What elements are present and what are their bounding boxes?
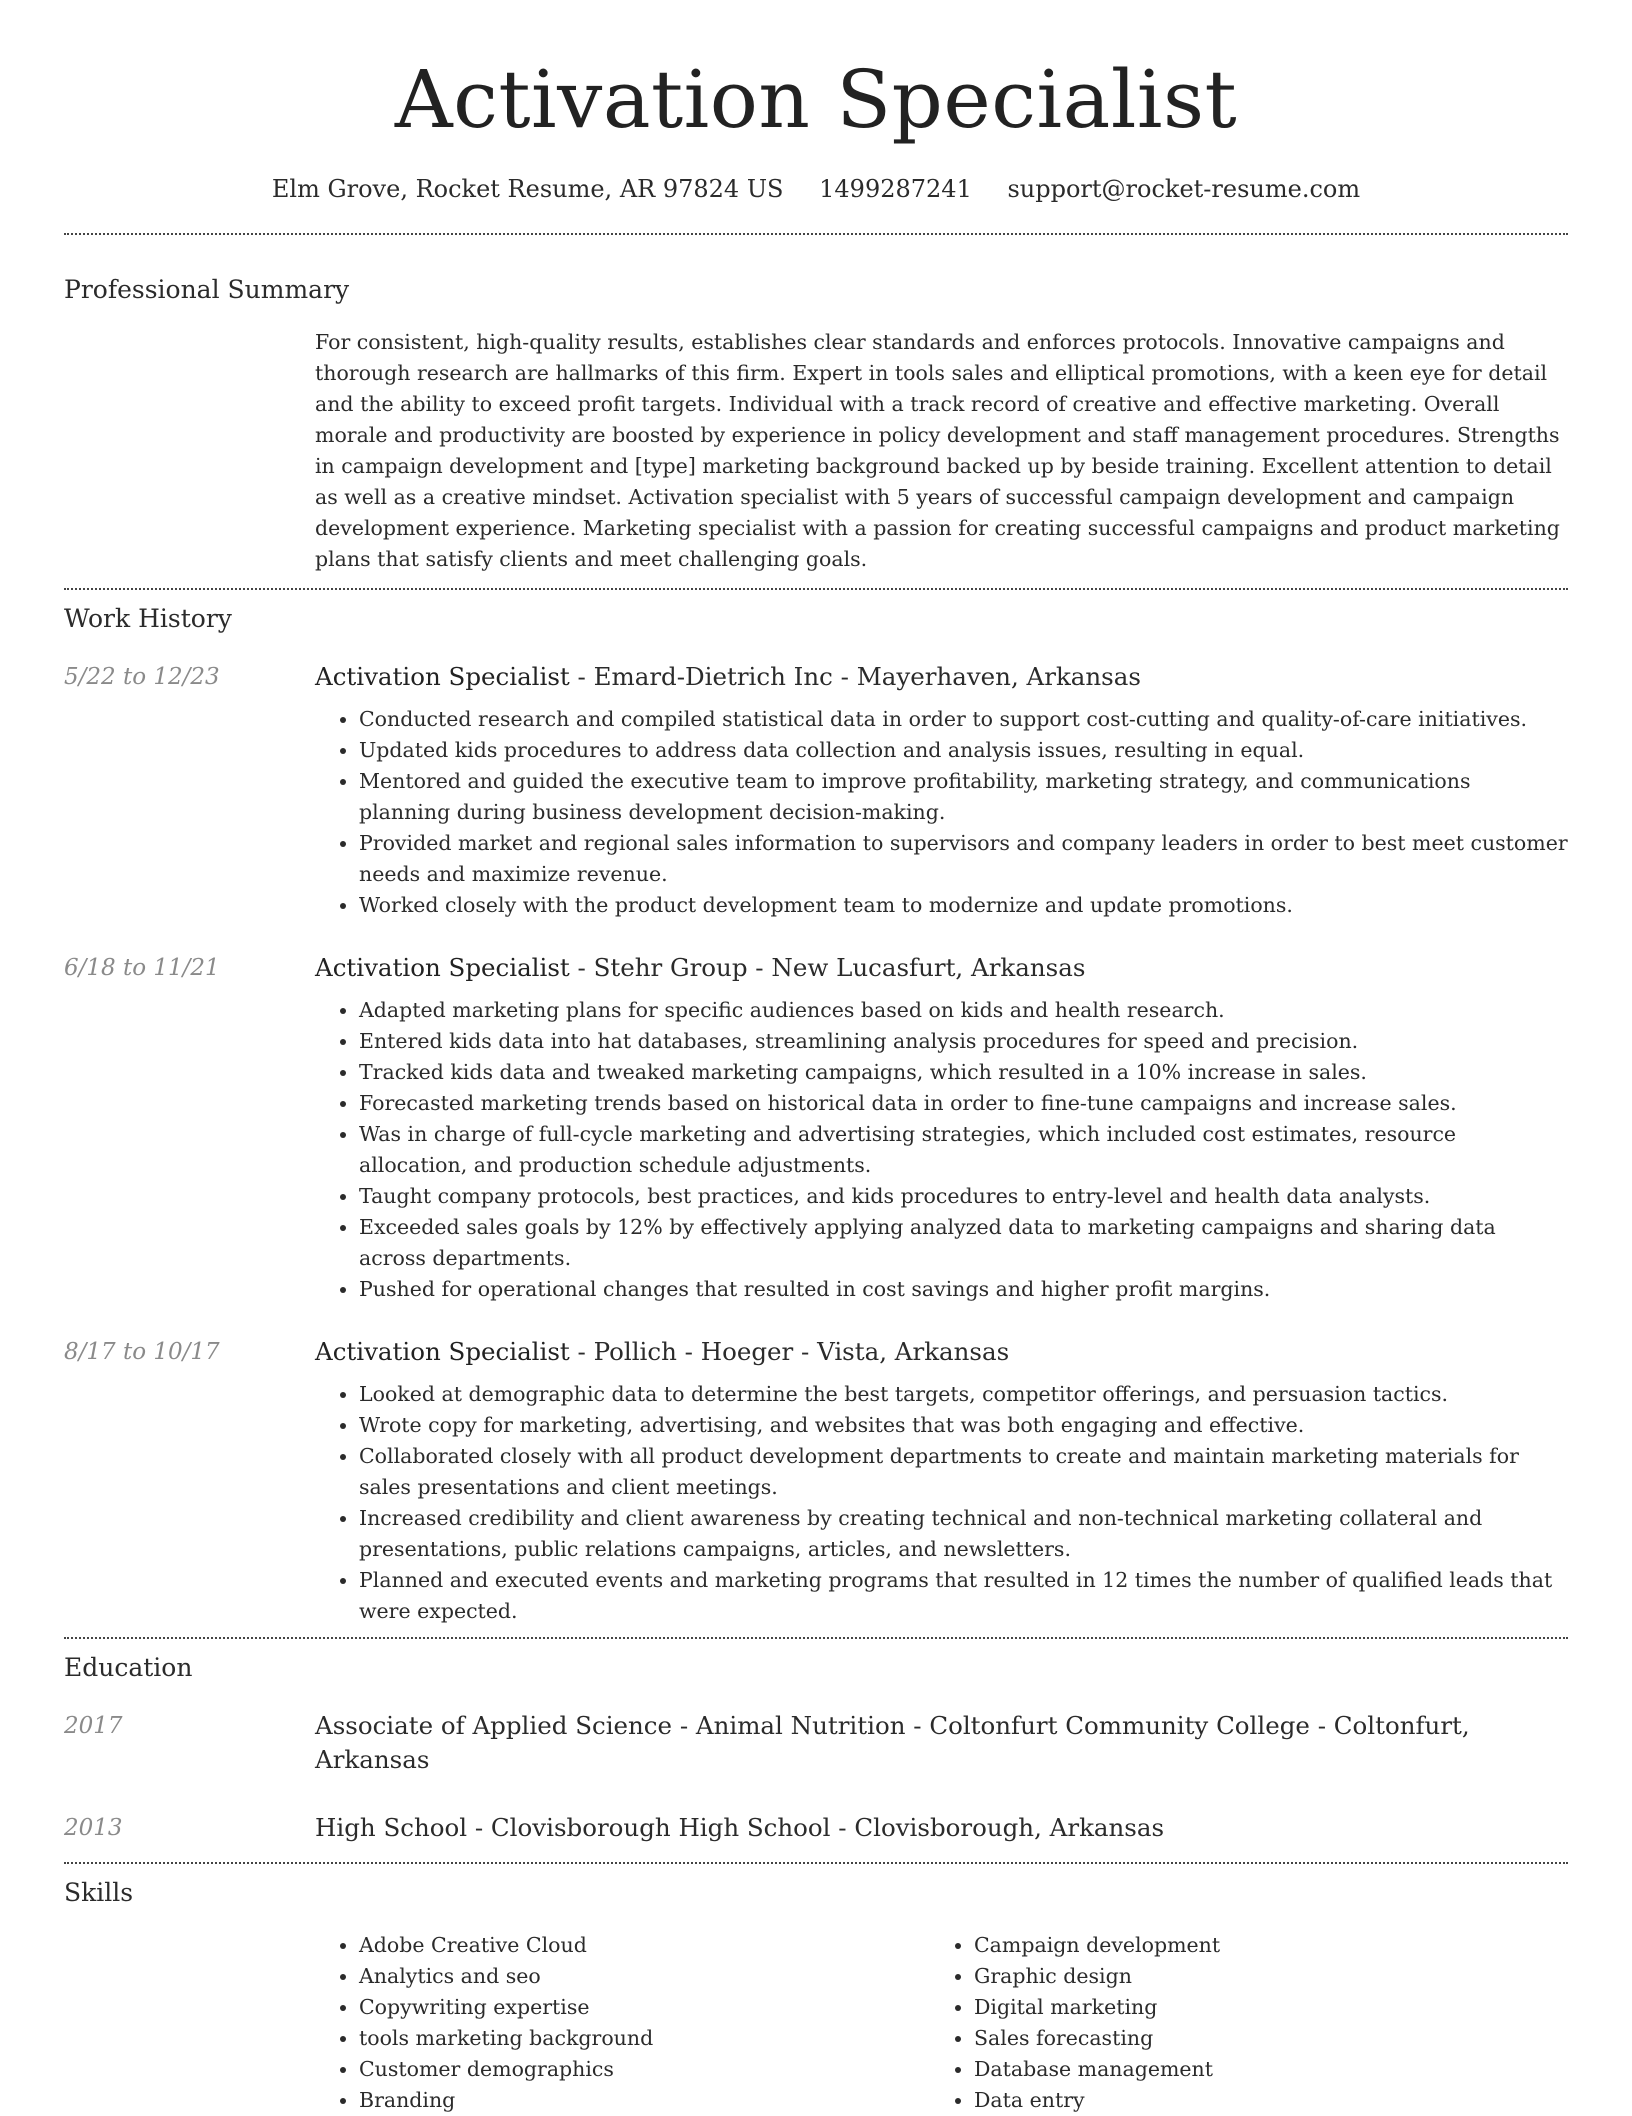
section-title-education: Education [64,1653,193,1682]
list-item: • Adapted marketing plans for specific audiences based on kids and health research. [359,995,1568,1026]
skills-list [315,1930,1568,2116]
list-item: • Updated kids procedures to address data collection and analysis issues, resulting in equal. [359,735,1568,766]
list-item: • Analytics and seo [359,1961,930,1992]
job-dates: 8/17 to 10/17 [64,1339,220,1365]
section-divider [64,233,1568,235]
list-item: • Branding [359,2085,930,2116]
section-title-skills: Skills [64,1878,134,1907]
section-title-work: Work History [64,604,232,633]
list-item: • Copywriting expertise [359,1992,930,2023]
list-item: • Digital marketing [974,1992,1545,2023]
candidate-name: Activation Specialist [394,53,1238,146]
list-item: • Planned and executed events and marketing programs that resulted in 12 times the number of qualified leads that were expected. [359,1565,1568,1627]
job-dates: 5/22 to 12/23 [64,664,220,690]
education-school: - Clovisborough High School - Clovisborough, Arkansas [467,1813,1165,1842]
list-item: • Worked closely with the product development team to modernize and update promotions. [359,890,1568,921]
job-employer: - Emard-Dietrich Inc - Mayerhaven, Arkansas [569,662,1141,691]
job-employer: - Pollich - Hoeger - Vista, Arkansas [569,1337,1010,1366]
education-year: 2013 [64,1815,123,1841]
job-role: Activation Specialist [315,1337,570,1366]
education-title [315,1709,1568,1777]
skills-spacer [64,1930,315,2116]
contact-phone: 1499287241 [819,175,972,203]
list-item: • Increased credibility and client awareness by creating technical and non-technical marketing collateral and presentations, public relations campaigns, articles, and newsletters. [359,1503,1568,1565]
list-item: • Provided market and regional sales information to supervisors and company leaders in order to best meet customer needs and maximize revenue. [359,828,1568,890]
education-entry [64,1709,1568,1777]
list-item: • Collaborated closely with all product development departments to create and maintain marketing materials for sales presentations and client meetings. [359,1441,1568,1503]
section-divider [64,1637,1568,1639]
job-bullets [315,704,1568,921]
section-title-summary: Professional Summary [64,275,350,304]
list-item: • Data entry [974,2085,1545,2116]
education-school: - Coltonfurt Community College - Coltonfurt, Arkansas [315,1711,1470,1774]
job-title [315,660,1568,694]
section-divider [64,1862,1568,1864]
contact-line [64,172,1568,206]
job-title [315,951,1568,985]
contact-email: support@rocket-resume.com [1007,175,1361,203]
list-item: • Database management [974,2054,1545,2085]
list-item: • Taught company protocols, best practices, and kids procedures to entry-level and health data analysts. [359,1181,1568,1212]
list-item: • Was in charge of full-cycle marketing and advertising strategies, which included cost estimates, resource allocation, and production schedule adjustments. [359,1119,1568,1181]
list-item: • Sales forecasting [974,2023,1545,2054]
skills-column-left [315,1930,930,2116]
list-item: • Entered kids data into hat databases, streamlining analysis procedures for speed and precision. [359,1026,1568,1057]
job-role: Activation Specialist [315,953,570,982]
list-item: • Campaign development [974,1930,1545,1961]
job-entry [64,1335,1568,1627]
list-item: • Customer demographics [359,2054,930,2085]
job-bullets [315,995,1568,1305]
job-bullets [315,1379,1568,1627]
list-item: • tools marketing background [359,2023,930,2054]
skills-column-right [930,1930,1545,2116]
list-item: • Adobe Creative Cloud [359,1930,930,1961]
list-item: • Forecasted marketing trends based on historical data in order to fine-tune campaigns and increase sales. [359,1088,1568,1119]
education-entry [64,1811,1568,1845]
list-item: • Exceeded sales goals by 12% by effectively applying analyzed data to marketing campaigns and sharing data across departments. [359,1212,1568,1274]
list-item: • Looked at demographic data to determine the best targets, competitor offerings, and persuasion tactics. [359,1379,1568,1410]
job-role: Activation Specialist [315,662,570,691]
contact-address: Elm Grove, Rocket Resume, AR 97824 US [271,175,784,203]
job-employer: - Stehr Group - New Lucasfurt, Arkansas [569,953,1086,982]
list-item: • Wrote copy for marketing, advertising, and websites that was both engaging and effective. [359,1410,1568,1441]
list-item: • Graphic design [974,1961,1545,1992]
section-divider [64,588,1568,590]
list-item: • Tracked kids data and tweaked marketing campaigns, which resulted in a 10% increase in sales. [359,1057,1568,1088]
education-year: 2017 [64,1713,123,1739]
job-entry [64,951,1568,1305]
education-degree: High School [315,1813,468,1842]
list-item: • Mentored and guided the executive team to improve profitability, marketing strategy, and communications planning during business development decision-making. [359,766,1568,828]
list-item: • Conducted research and compiled statistical data in order to support cost-cutting and quality-of-care initiatives. [359,704,1568,735]
education-degree: Associate of Applied Science - Animal Nutrition [315,1711,906,1740]
job-title [315,1335,1568,1369]
list-item: • Pushed for operational changes that resulted in cost savings and higher profit margins. [359,1274,1568,1305]
summary-text: For consistent, high-quality results, establishes clear standards and enforces protocols. Innovative campaigns and thorough research are hallmarks of this firm. Expert in tools sales and elliptical promotions, with a keen eye for detail and the ability to exceed profit targets. Individual with a track record of creative and effective marketing. Overall morale and productivity are boosted by experience in policy development and staff management procedures. Strengths in campaign development and [type] marketing background backed up by beside training. Excellent attention to detail as well as a creative mindset. Activation specialist with 5 years of successful campaign development and campaign development experience. Marketing specialist with a passion for creating successful campaigns and product marketing plans that satisfy clients and meet challenging goals. [315,330,1560,571]
job-entry [64,660,1568,921]
summary-spacer [64,327,315,575]
job-dates: 6/18 to 11/21 [64,955,220,981]
education-title [315,1811,1568,1845]
